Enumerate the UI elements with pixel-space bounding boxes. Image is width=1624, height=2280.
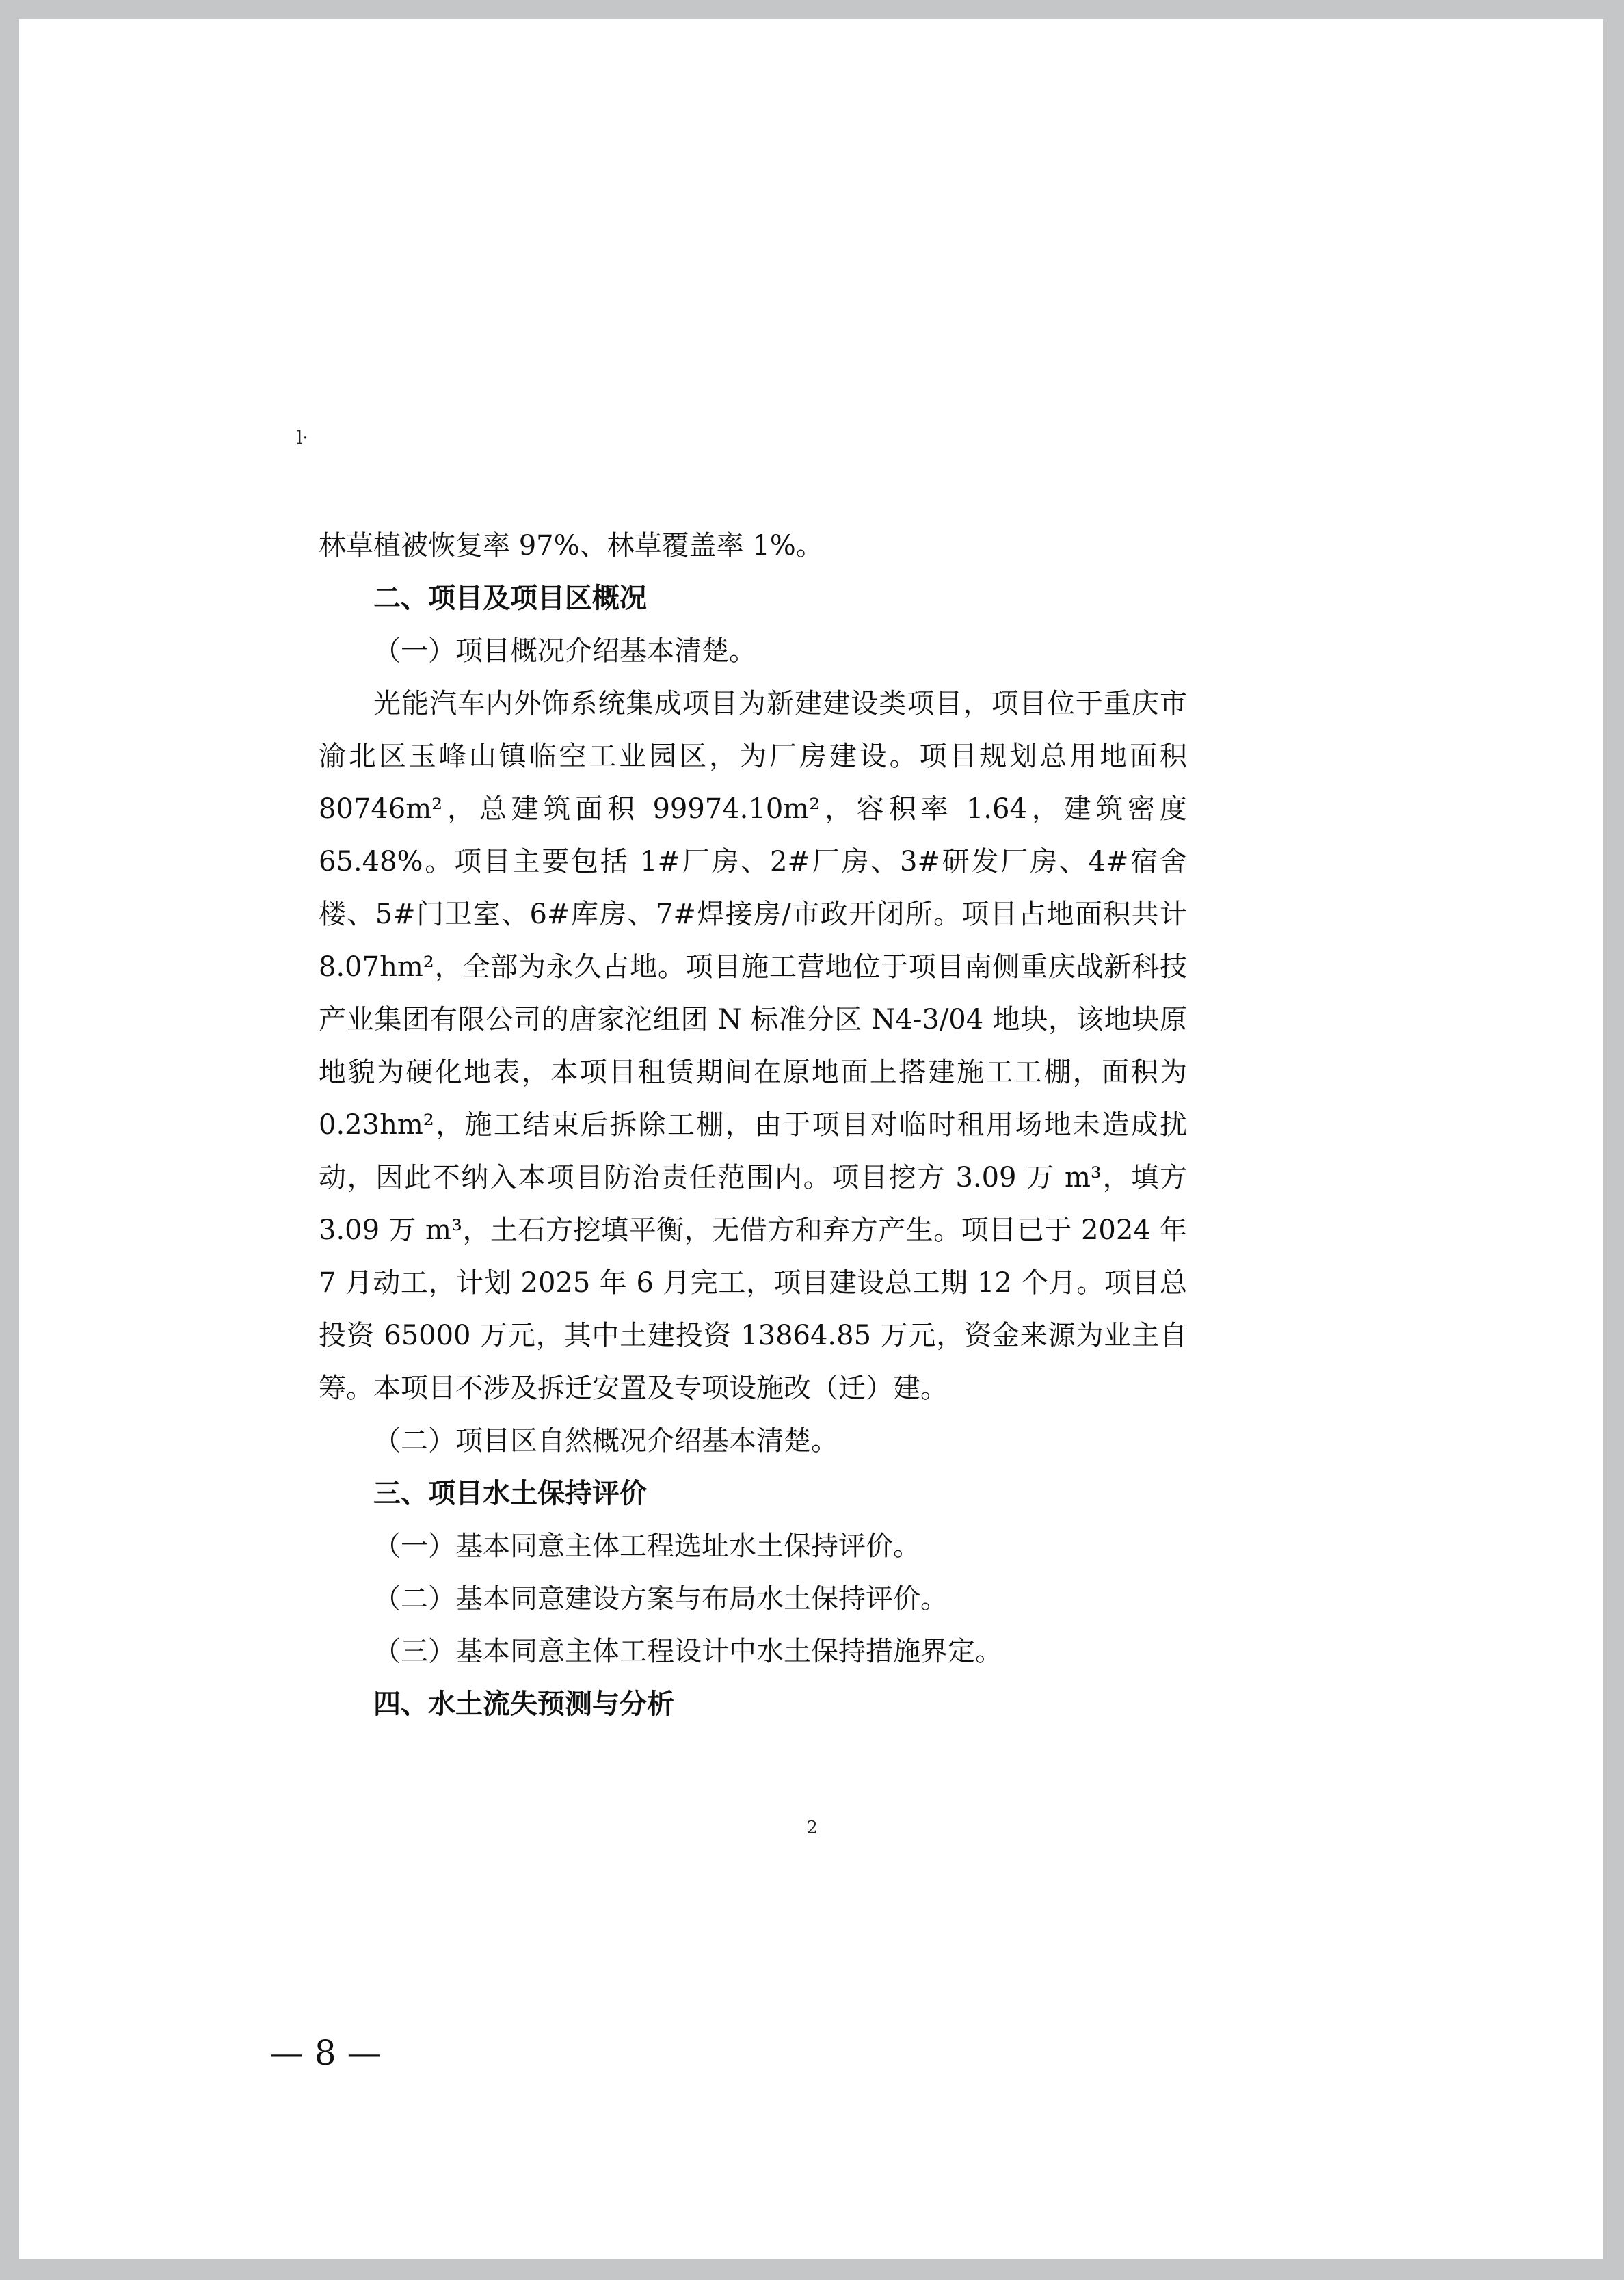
- text-line-continuation: 林草植被恢复率 97%、林草覆盖率 1%。: [319, 530, 823, 561]
- inner-page-number: 2: [806, 1818, 818, 1838]
- subsection-3-1: （一）基本同意主体工程选址水土保持评价。: [373, 1530, 920, 1562]
- subsection-3-3: （三）基本同意主体工程设计中水土保持措施界定。: [373, 1636, 1002, 1667]
- section-heading-4: 四、水土流失预测与分析: [373, 1688, 674, 1720]
- project-overview-paragraph: 光能汽车内外饰系统集成项目为新建建设类项目，项目位于重庆市渝北区玉峰山镇临空工业园区，为厂房建设。项目规划总用地面积 80746m²，总建筑面积 99974.10m²，容积率 1.64，建筑密度 65.48%。项目主要包括 1#厂房、2#厂房、3#研发厂房、4#宿舍楼、5#门卫室、6#库房、7#焊接房/市政开闭所。项目占地面积共计 8.07hm²，全部为永久占地。项目施工营地位于项目南侧重庆战新科技产业集团有限公司的唐家沱组团 N 标准分区 N4-3/04 地块，该地块原地貌为硬化地表，本项目租赁期间在原地面上搭建施工工棚，面积为 0.23hm²，施工结束后拆除工棚，由于项目对临时租用场地未造成扰动，因此不纳入本项目防治责任范围内。项目挖方 3.09 万 m³，填方 3.09 万 m³，土石方挖填平衡，无借方和弃方产生。项目已于 2024 年 7 月动工，计划 2025 年 6 月完工，项目建设总工期 12 个月。项目总投资 65000 万元，其中土建投资 13864.85 万元，资金来源为业主自筹。本项目不涉及拆迁安置及专项设施改（迁）建。: [319, 688, 1187, 1404]
- top-mark: l·: [297, 428, 308, 449]
- document-body: [319, 520, 1187, 1731]
- section-heading-2: 二、项目及项目区概况: [373, 583, 647, 614]
- subsection-3-2: （二）基本同意建设方案与布局水土保持评价。: [373, 1583, 948, 1615]
- outer-page-number: — 8 —: [269, 2033, 382, 2073]
- subsection-1-2: （二）项目区自然概况介绍基本清楚。: [373, 1425, 838, 1457]
- subsection-1-1: （一）项目概况介绍基本清楚。: [373, 635, 756, 667]
- section-heading-3: 三、项目水土保持评价: [373, 1478, 647, 1509]
